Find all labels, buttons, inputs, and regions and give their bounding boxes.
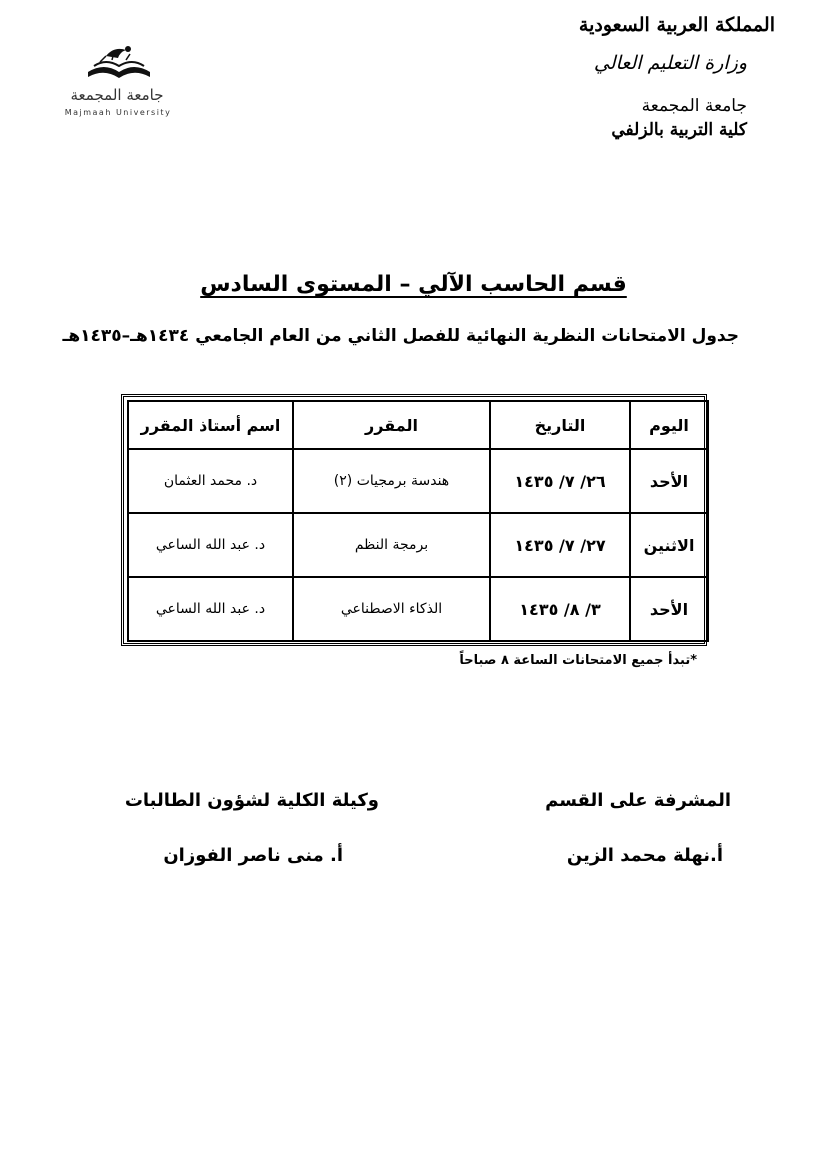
- exam-time-note: *تبدأ جميع الامتحانات الساعة ٨ صباحاً: [459, 653, 697, 668]
- university-logo: [52, 42, 187, 122]
- cell-date: ٢٦/ ٧/ ١٤٣٥: [490, 449, 630, 513]
- university-name: جامعة المجمعة: [641, 96, 747, 116]
- cell-day: الأحد: [630, 449, 708, 513]
- table-header-row: [128, 401, 708, 449]
- table-row: [128, 513, 708, 577]
- cell-date: ٢٧/ ٧/ ١٤٣٥: [490, 513, 630, 577]
- cell-course: الذكاء الاصطناعي: [293, 577, 490, 641]
- logo-arabic-name: جامعة المجمعة: [70, 86, 164, 104]
- cell-day: الاثنين: [630, 513, 708, 577]
- cell-instructor: د. محمد العثمان: [128, 449, 293, 513]
- cell-course: هندسة برمجيات (٢): [293, 449, 490, 513]
- cell-day: الأحد: [630, 577, 708, 641]
- supervisor-title: المشرفة على القسم: [545, 790, 731, 811]
- vice-dean-title: وكيلة الكلية لشؤون الطالبات: [124, 790, 379, 811]
- cell-date: ٣/ ٨/ ١٤٣٥: [490, 577, 630, 641]
- exam-schedule-table: [121, 394, 707, 646]
- cell-instructor: د. عبد الله الساعي: [128, 513, 293, 577]
- supervisor-name: أ.نهلة محمد الزين: [566, 845, 723, 866]
- cell-instructor: د. عبد الله الساعي: [128, 577, 293, 641]
- ministry-name: وزارة التعليم العالي: [593, 52, 747, 74]
- column-header-day: اليوم: [630, 401, 708, 449]
- open-book-logo-icon: [84, 42, 154, 84]
- column-header-date: التاريخ: [490, 401, 630, 449]
- page-title: قسم الحاسب الآلي – المستوى السادس: [200, 272, 627, 297]
- cell-course: برمجة النظم: [293, 513, 490, 577]
- vice-dean-name: أ. منى ناصر الفوزان: [163, 845, 343, 866]
- letterhead: [525, 14, 775, 140]
- kingdom-name: المملكة العربية السعودية: [578, 14, 775, 36]
- column-header-instructor: اسم أستاذ المقرر: [128, 401, 293, 449]
- logo-english-name: Majmaah University: [64, 108, 172, 117]
- college-name: كلية التربية بالزلفي: [611, 120, 747, 140]
- table-row: [128, 577, 708, 641]
- column-header-course: المقرر: [293, 401, 490, 449]
- table-row: [128, 449, 708, 513]
- page-subtitle: جدول الامتحانات النظرية النهائية للفصل الثاني من العام الجامعي ١٤٣٤هـ–١٤٣٥هـ: [62, 326, 739, 346]
